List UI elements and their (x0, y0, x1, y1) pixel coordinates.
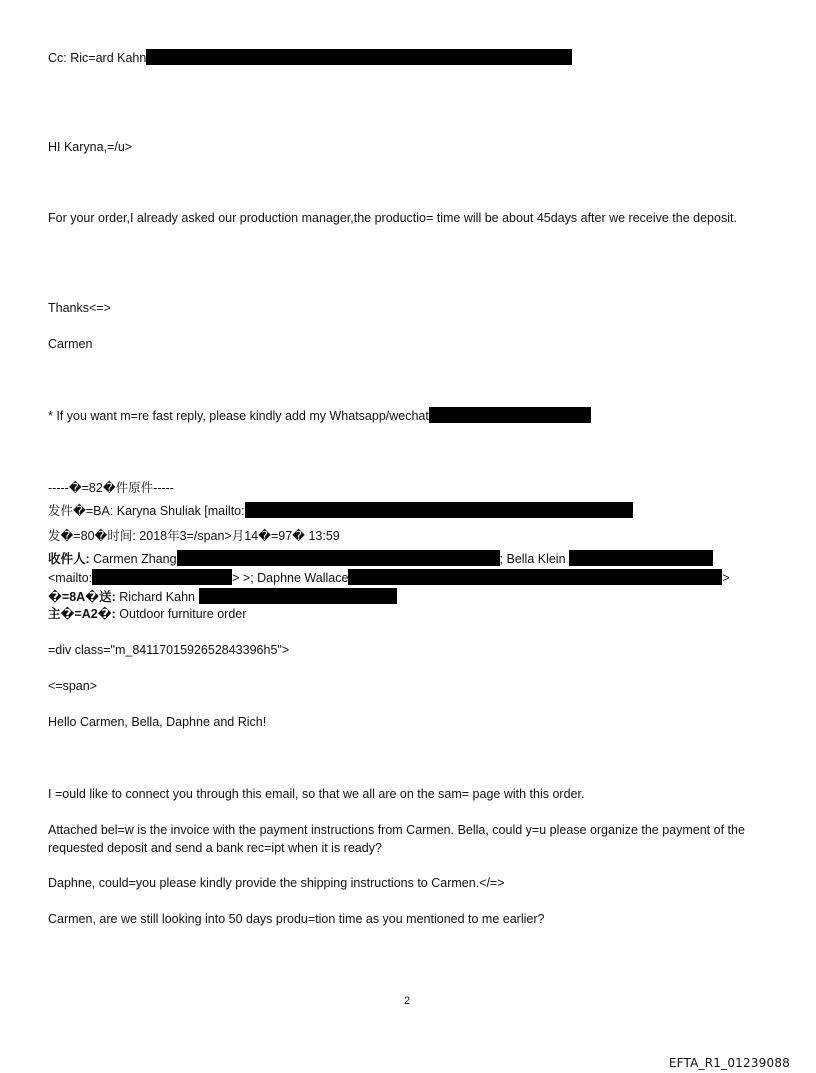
bates-number: EFTA_R1_01239088 (668, 1056, 790, 1070)
forwarded-from (48, 502, 633, 519)
cc-line (48, 49, 572, 66)
connect-paragraph: I =ould like to connect you through this email, so that we all are on the sam= page with this order. (48, 787, 585, 801)
whatsapp-note (48, 407, 591, 424)
page-number: 2 (404, 995, 411, 1007)
sent-label: 发�=80�时间: (48, 529, 136, 543)
redaction-bar (569, 550, 713, 566)
to-name-carmen: Carmen Zhang (93, 552, 177, 566)
to-mailto: <mailto: (48, 571, 93, 585)
forwarded-cc (48, 588, 397, 605)
daphne-paragraph: Daphne, could=you please kindly provide the shipping instructions to Carmen.</=> (48, 876, 505, 890)
redaction-bar (146, 49, 572, 65)
body-order-paragraph: For your order,I already asked our production manager,the productio= time will be about 45days after we receive the deposit. (48, 211, 737, 225)
redaction-bar (92, 569, 232, 585)
to-name-bella: ; Bella Klein (499, 552, 566, 566)
span-tag-line: <=span> (48, 679, 98, 693)
forwarded-to-line-2 (48, 569, 730, 586)
sent-value: 2018年3=/span>月14�=97� 13:59 (139, 529, 340, 543)
hello-line: Hello Carmen, Bella, Daphne and Rich! (48, 715, 267, 729)
whatsapp-text: * If you want m=re fast reply, please kindly add my Whatsapp/wechat (48, 409, 429, 423)
greeting: HI Karyna,=/u> (48, 140, 133, 154)
subject-label: 主�=A2�: (48, 607, 116, 621)
thanks-line: Thanks<=> (48, 301, 111, 315)
redaction-bar (199, 588, 397, 604)
forwarded-subject (48, 606, 246, 622)
signature: Carmen (48, 337, 93, 351)
cc-label: �=8A�送: (48, 590, 116, 604)
from-value: Karyna Shuliak [mailto: (116, 504, 245, 518)
cc-value: Richard Kahn (119, 590, 196, 604)
to-trailing: > (722, 571, 730, 585)
redaction-bar (245, 502, 633, 518)
redaction-bar (177, 550, 500, 566)
attached-paragraph: Attached bel=w is the invoice with the payment instructions from Carmen. Bella, could y=u please organize the payment of the requested deposit and send a bank rec=ipt when it is ready? (48, 823, 745, 855)
from-label: 发件�=BA: (48, 504, 114, 518)
div-class-line: =div class="m_8411701592652843396h5"> (48, 643, 290, 657)
cc-text: Cc: Ric=ard Kahn (48, 51, 147, 65)
forwarded-to-line-1 (48, 550, 713, 567)
redaction-bar (429, 407, 591, 423)
carmen-question: Carmen, are we still looking into 50 days produ=tion time as you mentioned to me earlier? (48, 912, 545, 926)
to-label: 收件人: (48, 552, 90, 566)
redaction-bar (348, 569, 722, 585)
forwarded-sent (48, 528, 340, 544)
to-name-daphne: > >; Daphne Wallace (232, 571, 349, 585)
forwarded-separator: -----�=82�件原件----- (48, 481, 174, 495)
subject-value: Outdoor furniture order (119, 607, 247, 621)
